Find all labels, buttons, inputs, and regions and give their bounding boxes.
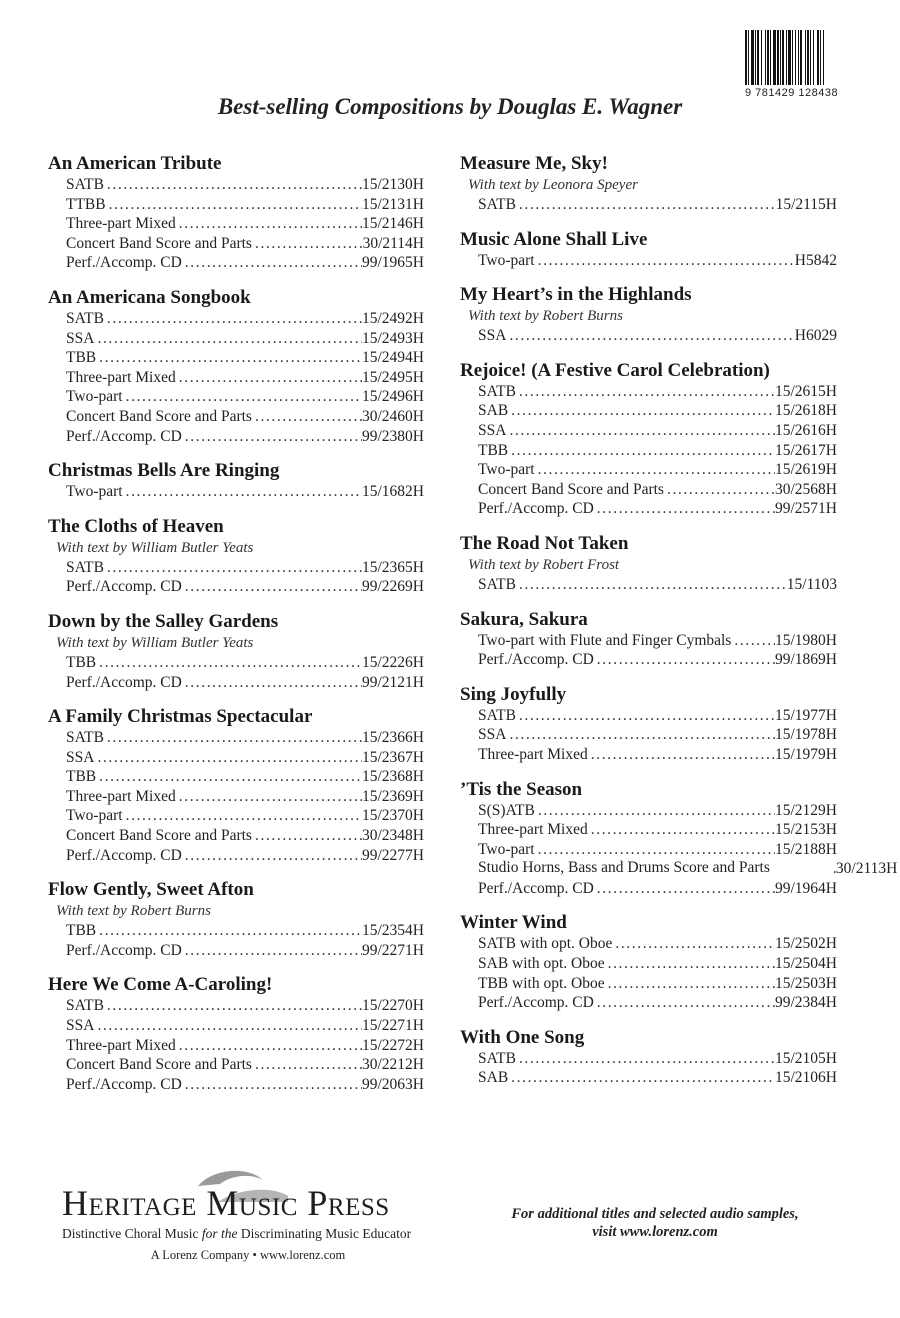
edition-voicing: Perf./Accomp. CD [478,879,594,897]
dot-leader [506,725,775,745]
edition-row [48,558,424,578]
dot-leader [605,974,775,994]
edition-row [460,631,837,651]
edition-code: 15/2368H [362,768,424,786]
composition-title: Here We Come A-Caroling! [48,974,273,996]
edition-code: 30/2348H [362,827,424,845]
dot-leader [104,996,362,1016]
edition-row [48,234,424,254]
edition-voicing: TTBB [66,195,106,213]
dot-leader [588,745,775,765]
edition-code: 30/2460H [362,407,424,425]
edition-row [460,706,837,726]
dot-leader [506,326,794,346]
dot-leader [104,558,362,578]
edition-row [460,974,837,994]
dot-leader [508,1068,775,1088]
edition-voicing: Two-part [66,483,123,501]
publisher-name: Heritage Music Press [62,1183,390,1223]
edition-code: 15/2504H [775,955,837,973]
composition-entry [48,152,424,273]
edition-code: 15/2492H [362,309,424,327]
edition-row [48,214,424,234]
edition-voicing: Three-part Mixed [66,215,176,233]
composition-title: Flow Gently, Sweet Afton [48,879,254,901]
edition-code: 99/2269H [362,578,424,596]
edition-voicing: Perf./Accomp. CD [66,673,182,691]
dot-leader [96,767,362,787]
edition-code: 15/2115H [775,196,837,213]
edition-code: 15/2367H [362,748,424,766]
edition-voicing: TBB with opt. Oboe [478,974,605,992]
footer-line-1: For additional titles and selected audio samples, [511,1206,799,1222]
edition-voicing: Two-part [66,388,123,406]
edition-voicing: SSA [66,329,95,347]
edition-code: 15/2493H [362,329,424,347]
composition-credit: With text by William Butler Yeats [56,539,254,556]
edition-code: 15/1977H [775,706,837,724]
edition-row [48,387,424,407]
composition-credit: With text by William Butler Yeats [56,634,254,651]
dot-leader [176,1036,362,1056]
composition-title: Down by the Salley Gardens [48,610,279,632]
edition-code: 15/2370H [362,807,424,825]
edition-code: 30/2212H [362,1056,424,1074]
edition-row [460,840,837,860]
edition-code: 15/2615H [775,382,837,400]
edition-row [460,879,837,899]
composition-entry [48,878,424,960]
composition-entry [460,911,837,1012]
edition-code: 99/2063H [362,1075,424,1093]
edition-code: 15/2617H [775,441,837,459]
edition-code: H6029 [794,327,837,345]
composition-title: ’Tis the Season [460,778,583,800]
dot-leader [252,1055,362,1075]
dot-leader [535,251,795,271]
composition-title: An American Tribute [48,153,222,174]
edition-row [460,934,837,954]
edition-row [48,253,424,273]
edition-code: 15/2131H [362,195,424,213]
edition-voicing: Concert Band Score and Parts [66,407,252,425]
edition-code: 15/2354H [362,922,424,940]
edition-row [48,175,424,195]
composition-entry [48,286,424,446]
dot-leader [516,575,787,595]
dot-leader [612,934,775,954]
composition-title: Sakura, Sakura [460,608,588,630]
edition-code: 15/2618H [775,402,837,420]
composition-title: With One Song [460,1026,585,1048]
edition-voicing: SATB [66,997,104,1015]
edition-row [48,826,424,846]
composition-title: Measure Me, Sky! [460,153,608,174]
edition-row [48,1016,424,1036]
barcode-digits: 9 781429 128438 [745,87,839,99]
publisher-logo [48,1162,448,1272]
edition-voicing: SATB [66,729,104,747]
edition-voicing: Three-part Mixed [478,821,588,839]
edition-voicing: SATB [66,558,104,576]
edition-code: 15/2105H [775,1049,837,1067]
edition-voicing: Perf./Accomp. CD [478,994,594,1012]
composition-entry [460,608,837,670]
dot-leader [94,1016,362,1036]
dot-leader [123,482,362,502]
edition-code: 99/2384H [775,994,837,1012]
edition-voicing: Studio Horns, Bass and Drums Score and Parts [478,859,770,877]
edition-row [460,441,837,461]
composition-entry [460,532,837,595]
edition-row [48,748,424,768]
edition-code: 15/2494H [362,349,424,367]
edition-row [460,326,837,346]
dot-leader [508,401,775,421]
edition-code: 99/2271H [362,941,424,959]
composition-title: Sing Joyfully [460,683,567,705]
composition-entry [460,683,837,765]
edition-row [460,1049,837,1069]
edition-row [48,482,424,502]
edition-voicing: Perf./Accomp. CD [66,427,182,445]
edition-code: 15/2272H [362,1036,424,1054]
dot-leader [731,631,775,651]
dot-leader [94,329,362,349]
edition-row [48,941,424,961]
edition-code: 15/2130H [362,176,424,193]
dot-leader [516,382,775,402]
edition-code: 99/1964H [775,879,837,897]
composition-title: Rejoice! (A Festive Carol Celebration) [460,359,770,381]
composition-title: Winter Wind [460,912,567,934]
edition-row [48,787,424,807]
edition-voicing: Three-part Mixed [66,368,176,386]
edition-voicing: SATB [478,382,516,400]
edition-voicing: SATB [478,575,516,593]
edition-code: 15/1682H [362,483,424,501]
edition-voicing: SAB [478,1069,509,1087]
tagline-text-end: Discriminating Music Educator [237,1226,412,1241]
edition-voicing: SATB [478,706,516,724]
edition-code: 15/2495H [362,368,424,386]
edition-voicing: SAB [478,402,509,420]
composition-entry [460,359,837,519]
edition-voicing: TBB [66,349,97,367]
composition-entry [460,778,898,899]
barcode-bar [824,30,825,85]
dot-leader [104,175,362,195]
dot-leader [506,421,775,441]
dot-leader [594,650,775,670]
edition-voicing: S(S)ATB [478,801,535,819]
edition-row [48,309,424,329]
edition-voicing: TBB [478,441,509,459]
dot-leader [182,427,362,447]
edition-row [48,653,424,673]
dot-leader [664,480,775,500]
edition-code: H5842 [794,251,837,269]
edition-voicing: Two-part [478,461,535,479]
dot-leader [96,348,362,368]
footer-line-2: visit www.lorenz.com [592,1224,718,1240]
composition-title: A Family Christmas Spectacular [48,706,313,728]
edition-row [48,348,424,368]
edition-voicing: SAB with opt. Oboe [478,955,605,973]
edition-code: 99/1965H [362,254,424,272]
edition-code: 15/2106H [775,1069,837,1087]
dot-leader [182,673,362,693]
edition-code: 15/2153H [775,821,837,839]
edition-row [48,368,424,388]
edition-row [460,954,837,974]
edition-code: 99/2380H [362,427,424,445]
edition-row [460,251,837,271]
edition-voicing: Two-part [478,251,535,269]
dot-leader [106,195,362,215]
edition-voicing: SATB with opt. Oboe [478,935,613,953]
edition-code: 15/1979H [775,745,837,763]
publisher-tagline [62,1226,411,1242]
edition-voicing: Three-part Mixed [478,745,588,763]
edition-voicing: SATB [66,176,104,193]
edition-row [48,427,424,447]
edition-voicing: Perf./Accomp. CD [66,1075,182,1093]
dot-leader [252,234,363,254]
edition-voicing: Concert Band Score and Parts [66,1056,252,1074]
dot-leader [516,1049,775,1069]
composition-entry [48,610,424,692]
dot-leader [176,214,362,234]
edition-row [48,767,424,787]
edition-code: 15/2270H [362,997,424,1015]
composition-entry [48,515,424,597]
dot-leader [252,407,362,427]
edition-code: 30/2568H [775,480,837,498]
composition-entry [460,152,837,215]
edition-row [460,801,837,821]
composition-title: The Road Not Taken [460,532,629,554]
edition-row [460,650,837,670]
edition-row [48,673,424,693]
composition-title: The Cloths of Heaven [48,515,224,537]
edition-voicing: SSA [478,327,507,345]
edition-row [48,407,424,427]
composition-entry [48,973,424,1094]
edition-code: 15/2188H [775,840,837,858]
edition-row [460,421,837,441]
edition-row [460,725,837,745]
dot-leader [182,1075,362,1095]
dot-leader [176,787,362,807]
footer-note [460,1205,850,1241]
edition-row [460,499,837,519]
composition-title: My Heart’s in the Highlands [460,284,692,306]
edition-voicing: Perf./Accomp. CD [66,254,182,272]
edition-row [460,820,837,840]
edition-row [460,460,837,480]
edition-row [48,1036,424,1056]
dot-leader [176,368,362,388]
dot-leader [535,801,775,821]
composition-title: Music Alone Shall Live [460,228,648,250]
edition-voicing: TBB [66,922,97,940]
edition-code: 15/2226H [362,653,424,671]
composition-entry [48,459,424,502]
dot-leader [96,921,362,941]
edition-code: 15/2365H [362,558,424,576]
edition-row [48,329,424,349]
edition-row [460,195,837,215]
edition-row [460,382,837,402]
edition-code: 15/1103 [786,575,837,593]
edition-voicing: Two-part [66,807,123,825]
edition-code: 30/2114H [362,234,424,252]
dot-leader [123,806,362,826]
edition-code: 15/2146H [362,215,424,233]
edition-row [460,401,837,421]
edition-voicing: Perf./Accomp. CD [478,500,594,518]
edition-row [460,745,837,765]
edition-code: 15/2619H [775,461,837,479]
edition-code: 15/2503H [775,974,837,992]
publisher-company: A Lorenz Company • www.lorenz.com [150,1248,346,1262]
edition-row [48,921,424,941]
edition-voicing: TBB [66,653,97,671]
edition-row [48,195,424,215]
edition-voicing: TBB [66,768,97,786]
edition-voicing: SATB [478,196,516,213]
edition-row [460,480,837,500]
edition-row [460,575,837,595]
edition-voicing: SATB [66,309,104,327]
edition-voicing: Concert Band Score and Parts [478,480,664,498]
composition-credit: With text by Leonora Speyer [468,177,638,193]
edition-row [48,577,424,597]
edition-row [48,1075,424,1095]
edition-code: 15/2129H [775,801,837,819]
edition-code: 99/2571H [775,500,837,518]
dot-leader [182,577,362,597]
dot-leader [508,441,775,461]
dot-leader [594,879,775,899]
edition-row [48,846,424,866]
composition-entry [48,705,424,865]
edition-voicing: Concert Band Score and Parts [66,234,252,252]
edition-code: 15/2502H [775,935,837,953]
edition-voicing: SATB [478,1049,516,1067]
dot-leader [594,993,775,1013]
composition-entry [460,283,837,346]
edition-voicing: Two-part with Flute and Finger Cymbals [478,631,732,649]
edition-voicing: Perf./Accomp. CD [66,846,182,864]
edition-code: 15/1978H [775,726,837,744]
dot-leader [182,253,362,273]
edition-code: 15/2271H [362,1017,424,1035]
tagline-text: Distinctive Choral Music [62,1226,202,1241]
composition-entry [460,1026,837,1088]
composition-entry [460,228,837,271]
edition-row [48,1055,424,1075]
edition-voicing: Concert Band Score and Parts [66,827,252,845]
dot-leader [94,748,362,768]
composition-credit: With text by Robert Burns [56,903,211,920]
edition-voicing: SSA [478,726,507,744]
edition-voicing: Perf./Accomp. CD [66,941,182,959]
edition-code: 15/2369H [362,787,424,805]
dot-leader [605,954,775,974]
edition-code: 15/2366H [362,729,424,747]
edition-code: 99/2277H [362,846,424,864]
edition-voicing: SSA [66,1017,95,1035]
edition-row [460,1068,837,1088]
edition-voicing: Three-part Mixed [66,787,176,805]
edition-voicing: SSA [66,748,95,766]
edition-row [48,728,424,748]
right-column [460,152,898,1101]
dot-leader [535,840,775,860]
left-column [48,152,424,1107]
tagline-emphasis: for the [201,1226,238,1241]
edition-voicing: SSA [478,421,507,439]
edition-row [460,993,837,1013]
dot-leader [535,460,775,480]
edition-code: 99/1869H [775,651,837,669]
page-title: Best-selling Compositions by Douglas E. Wagner [217,94,683,119]
dot-leader [104,309,362,329]
barcode-bars [745,30,870,85]
edition-code: 15/1980H [775,631,837,649]
dot-leader [588,820,775,840]
dot-leader [104,728,362,748]
edition-row [48,996,424,1016]
dot-leader [252,826,362,846]
edition-row [48,806,424,826]
edition-code: 30/2113H [835,860,898,878]
edition-code: 15/2496H [362,388,424,406]
composition-credit: With text by Robert Frost [468,556,620,573]
dot-leader [182,846,362,866]
dot-leader [182,941,362,961]
edition-code: 99/2121H [362,673,424,691]
composition-title: An Americana Songbook [48,286,251,308]
edition-voicing: Two-part [478,840,535,858]
edition-voicing: Perf./Accomp. CD [66,578,182,596]
composition-title: Christmas Bells Are Ringing [48,460,280,482]
dot-leader [516,706,775,726]
edition-voicing: Perf./Accomp. CD [478,651,594,669]
dot-leader [96,653,362,673]
edition-voicing: Three-part Mixed [66,1036,176,1054]
edition-row [460,859,898,879]
dot-leader [123,387,362,407]
dot-leader [516,195,776,215]
composition-credit: With text by Robert Burns [468,308,623,325]
edition-code: 15/2616H [775,421,837,439]
dot-leader [594,499,775,519]
